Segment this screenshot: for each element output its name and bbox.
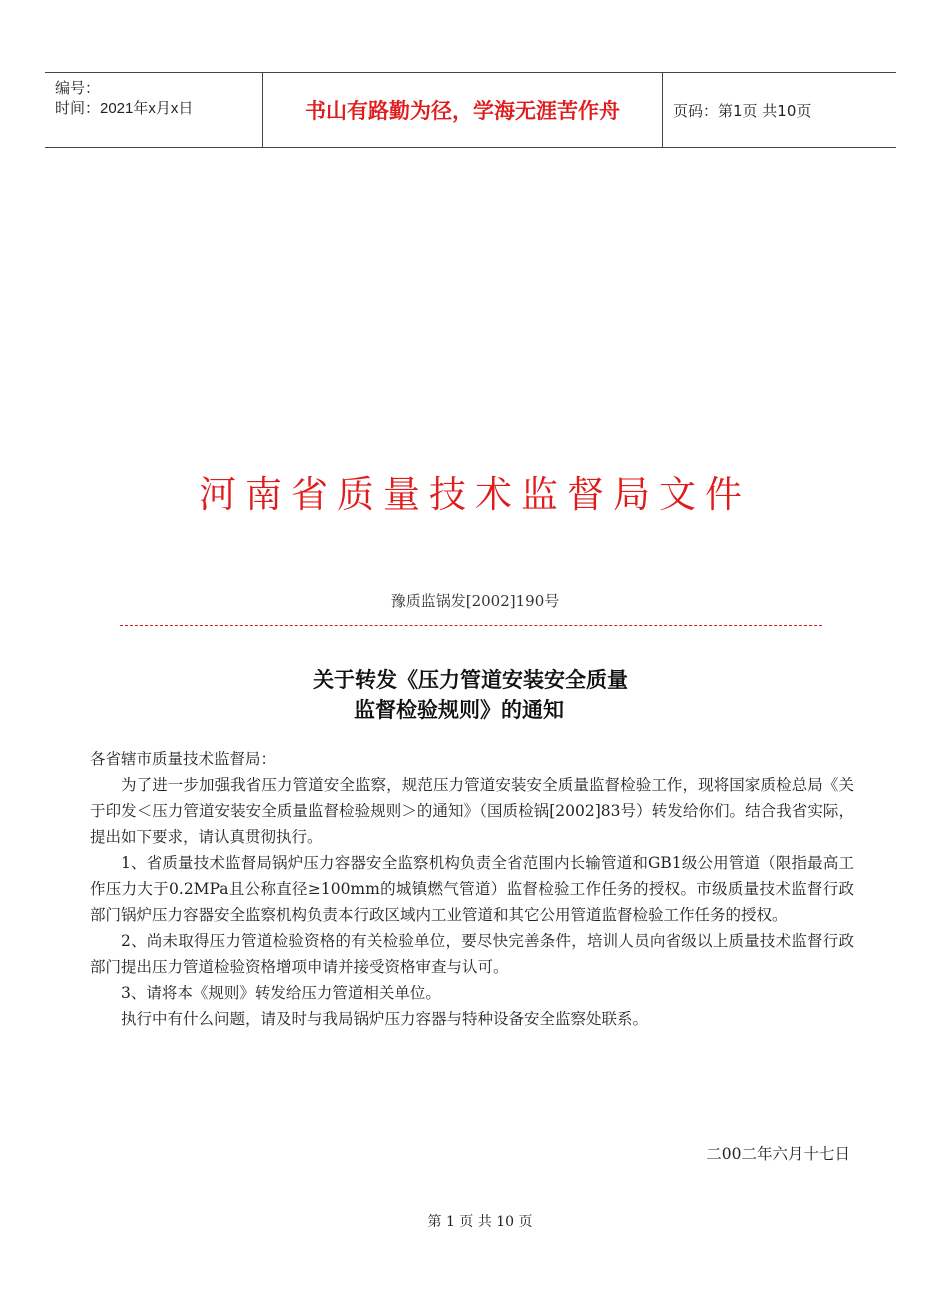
header-motto-cell — [262, 73, 663, 147]
header-page-cell — [663, 73, 896, 147]
salutation: 各省辖市质量技术监督局： — [90, 750, 277, 768]
body-paragraph: 1、省质量技术监督局锅炉压力容器安全监察机构负责全省范围内长输管道和GB1级公用管道（限指最高工作压力大于0.2MPa且公称直径≥100mm的城镇燃气管道）监督检验工作任务的授权。市级质量技术监督行政部门锅炉压力容器安全监察机构负责本行政区域内工业管道和其它公用管道监督检验工作任务的授权。 — [90, 854, 854, 924]
header-meta-cell — [45, 73, 262, 147]
header-number-label: 编号： — [55, 80, 101, 97]
header-time-label: 时间：2021年x月x日 — [55, 100, 194, 117]
subject-line-1: 关于转发《压力管道安装安全质量 — [313, 668, 628, 692]
page-footer: 第 1 页 共 10 页 — [427, 1214, 533, 1230]
document-body — [90, 746, 854, 1032]
body-paragraph: 为了进一步加强我省压力管道安全监察，规范压力管道安装安全质量监督检验工作，现将国家质检总局《关于印发＜压力管道安装安全质量监督检验规则＞的通知》（国质检锅[2002]83号）转发给你们。结合我省实际，提出如下要求，请认真贯彻执行。 — [90, 776, 854, 846]
body-paragraph: 执行中有什么问题，请及时与我局锅炉压力容器与特种设备安全监察处联系。 — [121, 1010, 649, 1028]
red-divider — [120, 625, 822, 626]
issuer-title: 河南省质量技术监督局文件 — [199, 473, 751, 516]
body-paragraph: 3、请将本《规则》转发给压力管道相关单位。 — [121, 984, 441, 1002]
body-paragraph: 2、尚未取得压力管道检验资格的有关检验单位，要尽快完善条件，培训人员向省级以上质量技术监督行政部门提出压力管道检验资格增项申请并接受资格审查与认可。 — [90, 932, 854, 976]
document-date: 二00二年六月十七日 — [706, 1145, 850, 1163]
subject-line-2: 监督检验规则》的通知 — [354, 698, 564, 722]
header-page-label: 页码：第1页 共10页 — [673, 101, 812, 120]
document-number: 豫质监锅发[2002]190号 — [390, 592, 560, 610]
page-header — [45, 72, 896, 148]
header-motto: 书山有路勤为径，学海无涯苦作舟 — [305, 99, 620, 123]
